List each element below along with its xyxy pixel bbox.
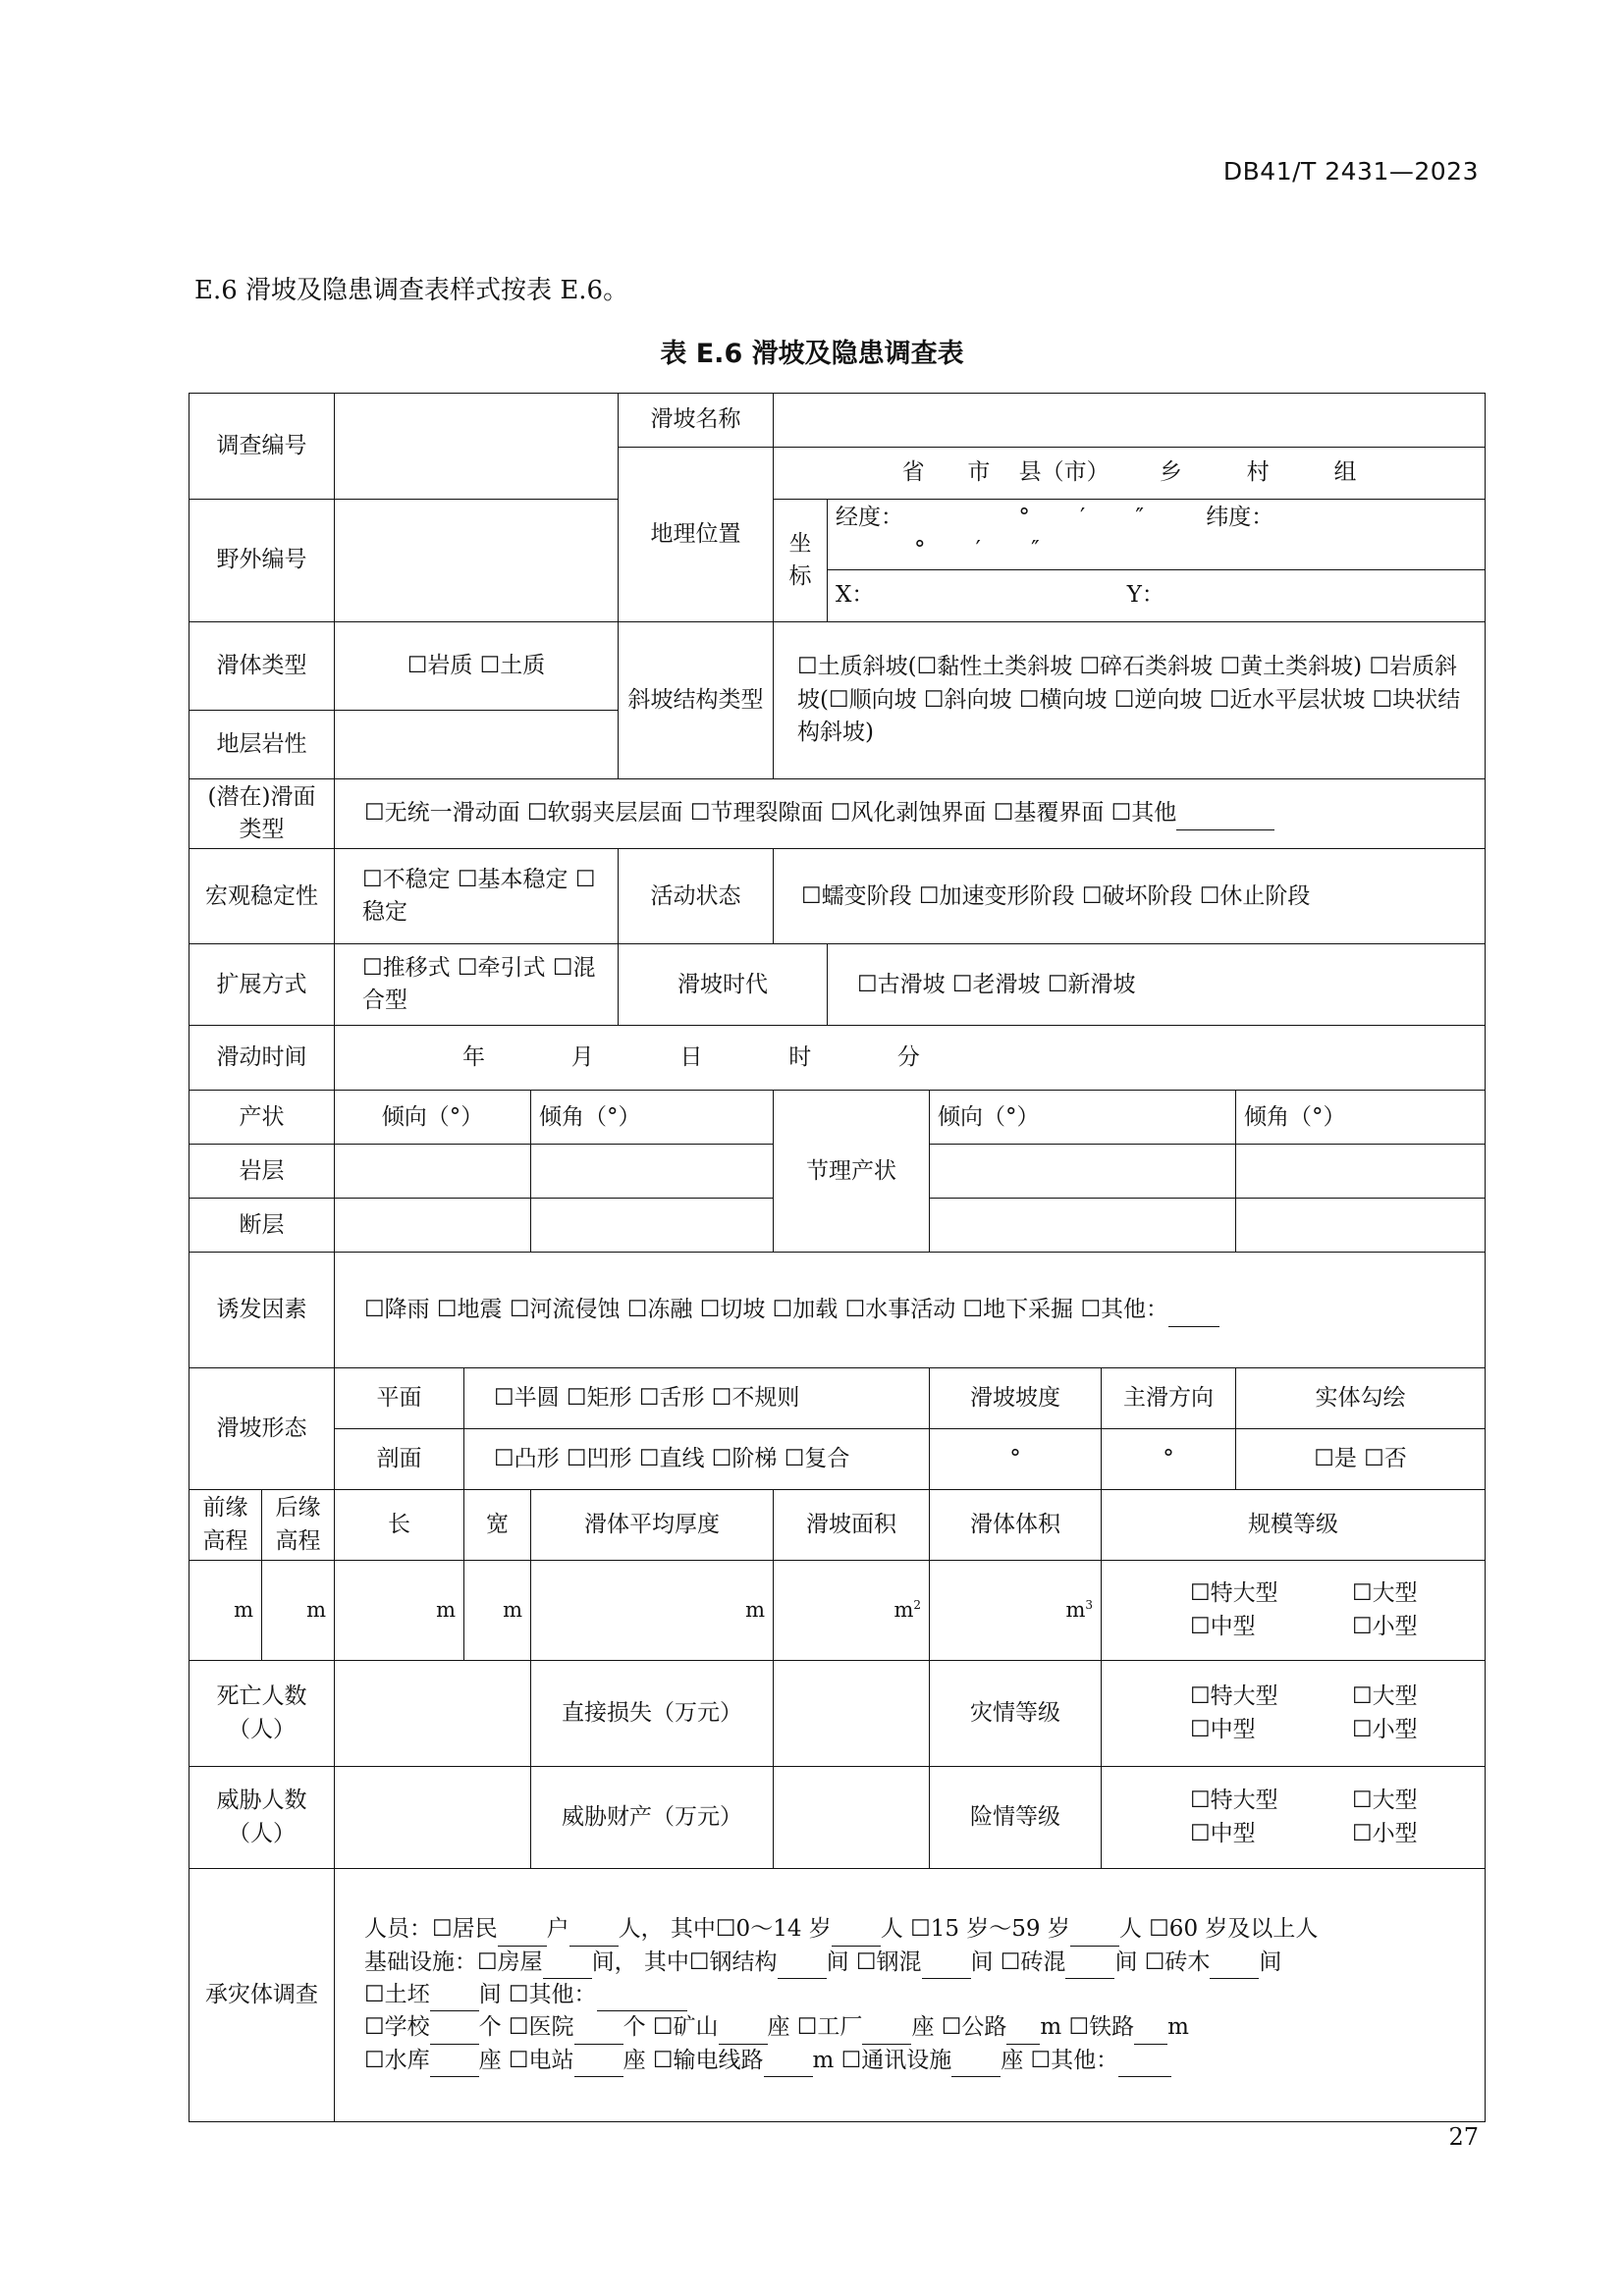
x-label: X： (836, 582, 875, 609)
dip-angle-header: 倾角（°） (531, 1091, 774, 1145)
width-header: 宽 (464, 1490, 531, 1561)
bearing-body-content[interactable] (335, 1869, 1486, 2122)
joint1-dip-angle-value[interactable] (1236, 1145, 1486, 1199)
b-reservoir: ☐水库 (364, 2047, 430, 2073)
dip-direction-header: 倾向（°） (335, 1091, 531, 1145)
slip-surface-label: (潜在)滑面类型 (189, 778, 335, 849)
reservoir-blank[interactable] (430, 2053, 479, 2077)
avg-thickness-header: 滑体平均厚度 (531, 1490, 774, 1561)
b-zuo: 座 ☐工厂 (767, 2014, 863, 2041)
direct-loss-label: 直接损失（万元） (531, 1661, 774, 1767)
scale-grade-a[interactable]: ☐特大型 (1190, 1580, 1278, 1607)
length-header: 长 (335, 1490, 464, 1561)
area-header: 滑坡面积 (774, 1490, 930, 1561)
utility-other-blank[interactable] (1118, 2053, 1171, 2077)
rock-dip-angle-value[interactable] (531, 1145, 774, 1199)
era-label: 滑坡时代 (619, 944, 828, 1026)
lon-lat-row (828, 500, 1486, 570)
trigger-opts-text: ☐降雨 ☐地震 ☐河流侵蚀 ☐冻融 ☐切坡 ☐加载 ☐水事活动 ☐地下采掘 ☐其他： (364, 1297, 1169, 1323)
b-m2: m (1167, 2014, 1189, 2041)
school-blank[interactable] (430, 2019, 479, 2044)
b-jian4: 间 ☐砖木 (1114, 1949, 1211, 1975)
length-unit[interactable]: m (335, 1561, 464, 1661)
b-ge2: 个 ☐矿山 (623, 2014, 719, 2041)
railway-blank[interactable] (1134, 2019, 1167, 2044)
disaster-grade-c[interactable]: ☐中型 (1190, 1716, 1256, 1742)
latitude-label: 纬度： (1206, 505, 1274, 530)
disaster-grade-b[interactable]: ☐大型 (1352, 1683, 1418, 1710)
standard-code: DB41/T 2431—2023 (1222, 157, 1479, 186)
fault-dip-angle-value[interactable] (531, 1199, 774, 1253)
danger-grade-d[interactable]: ☐小型 (1352, 1820, 1418, 1846)
table-title: 表 E.6 滑坡及隐患调查表 (660, 339, 964, 369)
disaster-grade-a[interactable]: ☐特大型 (1190, 1683, 1278, 1710)
b-tupi: ☐土坯 (364, 1981, 430, 2007)
page-number: 27 (1448, 2123, 1479, 2151)
slip-surface-options[interactable] (335, 778, 1486, 849)
survey-no-label: 调查编号 (189, 394, 335, 500)
slope-angle-header: 滑坡坡度 (930, 1368, 1102, 1429)
people-blank[interactable] (569, 1921, 619, 1946)
deaths-label: 死亡人数（人） (189, 1661, 335, 1767)
main-direction-header: 主滑方向 (1102, 1368, 1236, 1429)
slide-time-label: 滑动时间 (189, 1026, 335, 1091)
bearing-people-line (364, 1913, 1461, 1946)
expansion-label: 扩展方式 (189, 944, 335, 1026)
bearing-body-label: 承灾体调查 (189, 1869, 335, 2122)
trigger-options[interactable] (335, 1253, 1486, 1368)
b-school: ☐学校 (364, 2014, 430, 2041)
b-ren2: 人 ☐15 岁～59 岁 (880, 1916, 1070, 1943)
macro-stability-label: 宏观稳定性 (189, 849, 335, 944)
joint-dip-direction-header: 倾向（°） (930, 1091, 1236, 1145)
coord-label: 坐 标 (774, 500, 828, 622)
slope-structure-options[interactable]: ☐土质斜坡(☐黏性土类斜坡 ☐碎石类斜坡 ☐黄土类斜坡) ☐岩质斜坡(☐顺向坡 ☐斜向坡 ☐横向坡 ☐逆向坡 ☐近水平层状坡 ☐块状结构斜坡) (774, 621, 1486, 778)
b-jian: 间， 其中☐钢结构 (591, 1949, 778, 1975)
front-elevation-header: 前缘高程 (189, 1490, 262, 1561)
era-options[interactable]: ☐古滑坡 ☐老滑坡 ☐新滑坡 (828, 944, 1486, 1026)
area-unit-text: m (893, 1598, 914, 1623)
b-jian2: 间 ☐钢混 (826, 1949, 922, 1975)
volume-unit[interactable] (930, 1561, 1102, 1661)
threat-people-value[interactable] (335, 1767, 531, 1869)
danger-grade-c[interactable]: ☐中型 (1190, 1820, 1256, 1846)
slope-angle-value[interactable]: ° (930, 1429, 1102, 1490)
b-ren3: 人 ☐60 岁及以上人 (1118, 1916, 1319, 1943)
landslide-name-value[interactable] (774, 394, 1486, 448)
activity-state-label: 活动状态 (619, 849, 774, 944)
slip-surface-opts-text: ☐无统一滑动面 ☐软弱夹层层面 ☐节理裂隙面 ☐风化剥蚀界面 ☐基覆界面 ☐其他 (364, 800, 1177, 827)
volume-unit-text: m (1065, 1598, 1086, 1623)
front-elevation-unit[interactable]: m (189, 1561, 262, 1661)
households-blank[interactable] (498, 1921, 547, 1946)
body-type-label: 滑体类型 (189, 621, 335, 710)
factory-blank[interactable] (862, 2019, 911, 2044)
section-options[interactable]: ☐凸形 ☐凹形 ☐直线 ☐阶梯 ☐复合 (464, 1429, 930, 1490)
b-m3: m ☐通讯设施 (812, 2047, 952, 2073)
infra-other-blank[interactable] (597, 1987, 687, 2011)
section-label: 剖面 (335, 1429, 464, 1490)
field-no-value[interactable] (335, 500, 619, 622)
threat-people-label: 威胁人数（人） (189, 1767, 335, 1869)
b-zuo4: 座 ☐输电线路 (623, 2047, 764, 2073)
deaths-value[interactable] (335, 1661, 531, 1767)
rear-elevation-header: 后缘高程 (262, 1490, 335, 1561)
danger-grade-label: 险情等级 (930, 1767, 1102, 1869)
age-15-59-blank[interactable] (1070, 1921, 1119, 1946)
disaster-grade-label: 灾情等级 (930, 1661, 1102, 1767)
b-infra-label: 基础设施：☐房屋 (364, 1949, 543, 1975)
latitude-marks: ° ′ ″ (914, 537, 1040, 563)
body-type-options[interactable]: ☐岩质 ☐土质 (335, 621, 619, 710)
section-text: E.6 滑坡及隐患调查表样式按表 E.6。 (194, 276, 629, 305)
rock-dip-direction-value[interactable] (335, 1145, 531, 1199)
field-sketch-options[interactable]: ☐是 ☐否 (1236, 1429, 1486, 1490)
survey-no-value[interactable] (335, 394, 619, 500)
slope-structure-label: 斜坡结构类型 (619, 621, 774, 778)
b-m: m ☐铁路 (1040, 2014, 1135, 2041)
scale-grade-c[interactable]: ☐中型 (1190, 1613, 1256, 1639)
field-no-label: 野外编号 (189, 500, 335, 622)
landslide-name-label: 滑坡名称 (619, 394, 774, 448)
direct-loss-value[interactable] (774, 1661, 930, 1767)
volume-header: 滑体体积 (930, 1490, 1102, 1561)
hospital-blank[interactable] (574, 2019, 623, 2044)
mine-blank[interactable] (719, 2019, 768, 2044)
attitude-label: 产状 (189, 1091, 335, 1145)
b-ren: 人， 其中☐0～14 岁 (618, 1916, 832, 1943)
powerline-blank[interactable] (764, 2053, 813, 2077)
joint2-dip-direction-value[interactable] (930, 1199, 1236, 1253)
brick-concrete-blank[interactable] (1065, 1954, 1114, 1979)
b-jian3: 间 ☐砖混 (970, 1949, 1066, 1975)
b-zuo2: 座 ☐公路 (911, 2014, 1007, 2041)
danger-grade-b[interactable]: ☐大型 (1352, 1788, 1418, 1814)
longitude-label: 经度： (836, 505, 903, 530)
longitude-marks: ° ′ ″ (1018, 505, 1144, 530)
avg-thickness-unit[interactable]: m (531, 1561, 774, 1661)
bearing-infra-line (364, 1947, 1461, 2012)
macro-stability-options[interactable]: ☐不稳定 ☐基本稳定 ☐稳定 (335, 849, 619, 944)
b-zuo3: 座 ☐电站 (478, 2047, 574, 2073)
morphology-label: 滑坡形态 (189, 1368, 335, 1490)
slip-other-blank[interactable] (1176, 806, 1274, 830)
steel-concrete-blank[interactable] (922, 1954, 971, 1979)
joint-attitude-label: 节理产状 (774, 1091, 930, 1253)
stratum-value[interactable] (335, 710, 619, 778)
fault-label: 断层 (189, 1199, 335, 1253)
bearing-utility-line (364, 2045, 1461, 2077)
activity-state-options[interactable]: ☐蠕变阶段 ☐加速变形阶段 ☐破坏阶段 ☐休止阶段 (774, 849, 1486, 944)
adobe-blank[interactable] (430, 1987, 479, 2011)
danger-grade-options[interactable] (1102, 1767, 1486, 1869)
b-jian6: 间 ☐其他： (478, 1981, 597, 2007)
scale-grade-d[interactable]: ☐小型 (1352, 1613, 1418, 1639)
admin-division-line: 省 市 县（市） 乡 村 组 (774, 448, 1486, 500)
width-unit[interactable]: m (464, 1561, 531, 1661)
slide-time-units[interactable]: 年 月 日 时 分 (335, 1026, 1486, 1091)
telecom-blank[interactable] (951, 2053, 1001, 2077)
joint-dip-angle-header: 倾角（°） (1236, 1091, 1486, 1145)
bearing-facility-line (364, 2011, 1461, 2044)
station-blank[interactable] (574, 2053, 623, 2077)
volume-unit-sup: 3 (1085, 1598, 1093, 1613)
plan-label: 平面 (335, 1368, 464, 1429)
houses-blank[interactable] (543, 1954, 592, 1979)
area-unit-sup: 2 (913, 1598, 921, 1613)
stratum-label: 地层岩性 (189, 710, 335, 778)
scale-grade-options[interactable] (1102, 1561, 1486, 1661)
rock-layer-label: 岩层 (189, 1145, 335, 1199)
threat-property-label: 威胁财产（万元） (531, 1767, 774, 1869)
b-people-label: 人员：☐居民 (364, 1916, 498, 1943)
threat-property-value[interactable] (774, 1767, 930, 1869)
b-zuo5: 座 ☐其他： (1001, 2047, 1119, 2073)
landslide-survey-table (189, 393, 1486, 2122)
joint2-dip-angle-value[interactable] (1236, 1199, 1486, 1253)
xy-row (828, 569, 1486, 621)
expansion-options[interactable]: ☐推移式 ☐牵引式 ☐混合型 (335, 944, 619, 1026)
trigger-label: 诱发因素 (189, 1253, 335, 1368)
joint1-dip-direction-value[interactable] (930, 1145, 1236, 1199)
age-0-14-blank[interactable] (832, 1921, 881, 1946)
trigger-other-blank[interactable] (1168, 1302, 1219, 1326)
field-sketch-header: 实体勾绘 (1236, 1368, 1486, 1429)
area-unit[interactable] (774, 1561, 930, 1661)
steel-blank[interactable] (778, 1954, 827, 1979)
brick-wood-blank[interactable] (1210, 1954, 1259, 1979)
b-jian5: 间 (1259, 1949, 1282, 1975)
disaster-grade-d[interactable]: ☐小型 (1352, 1716, 1418, 1742)
disaster-grade-options[interactable] (1102, 1661, 1486, 1767)
road-blank[interactable] (1006, 2019, 1040, 2044)
b-hu: 户 (546, 1916, 569, 1943)
b-ge: 个 ☐医院 (478, 2014, 574, 2041)
geo-location-label: 地理位置 (619, 448, 774, 622)
scale-grade-header: 规模等级 (1102, 1490, 1486, 1561)
y-label: Y： (1126, 582, 1164, 609)
plan-options[interactable]: ☐半圆 ☐矩形 ☐舌形 ☐不规则 (464, 1368, 930, 1429)
scale-grade-b[interactable]: ☐大型 (1352, 1580, 1418, 1607)
rear-elevation-unit[interactable]: m (262, 1561, 335, 1661)
main-direction-value[interactable]: ° (1102, 1429, 1236, 1490)
danger-grade-a[interactable]: ☐特大型 (1190, 1788, 1278, 1814)
fault-dip-direction-value[interactable] (335, 1199, 531, 1253)
